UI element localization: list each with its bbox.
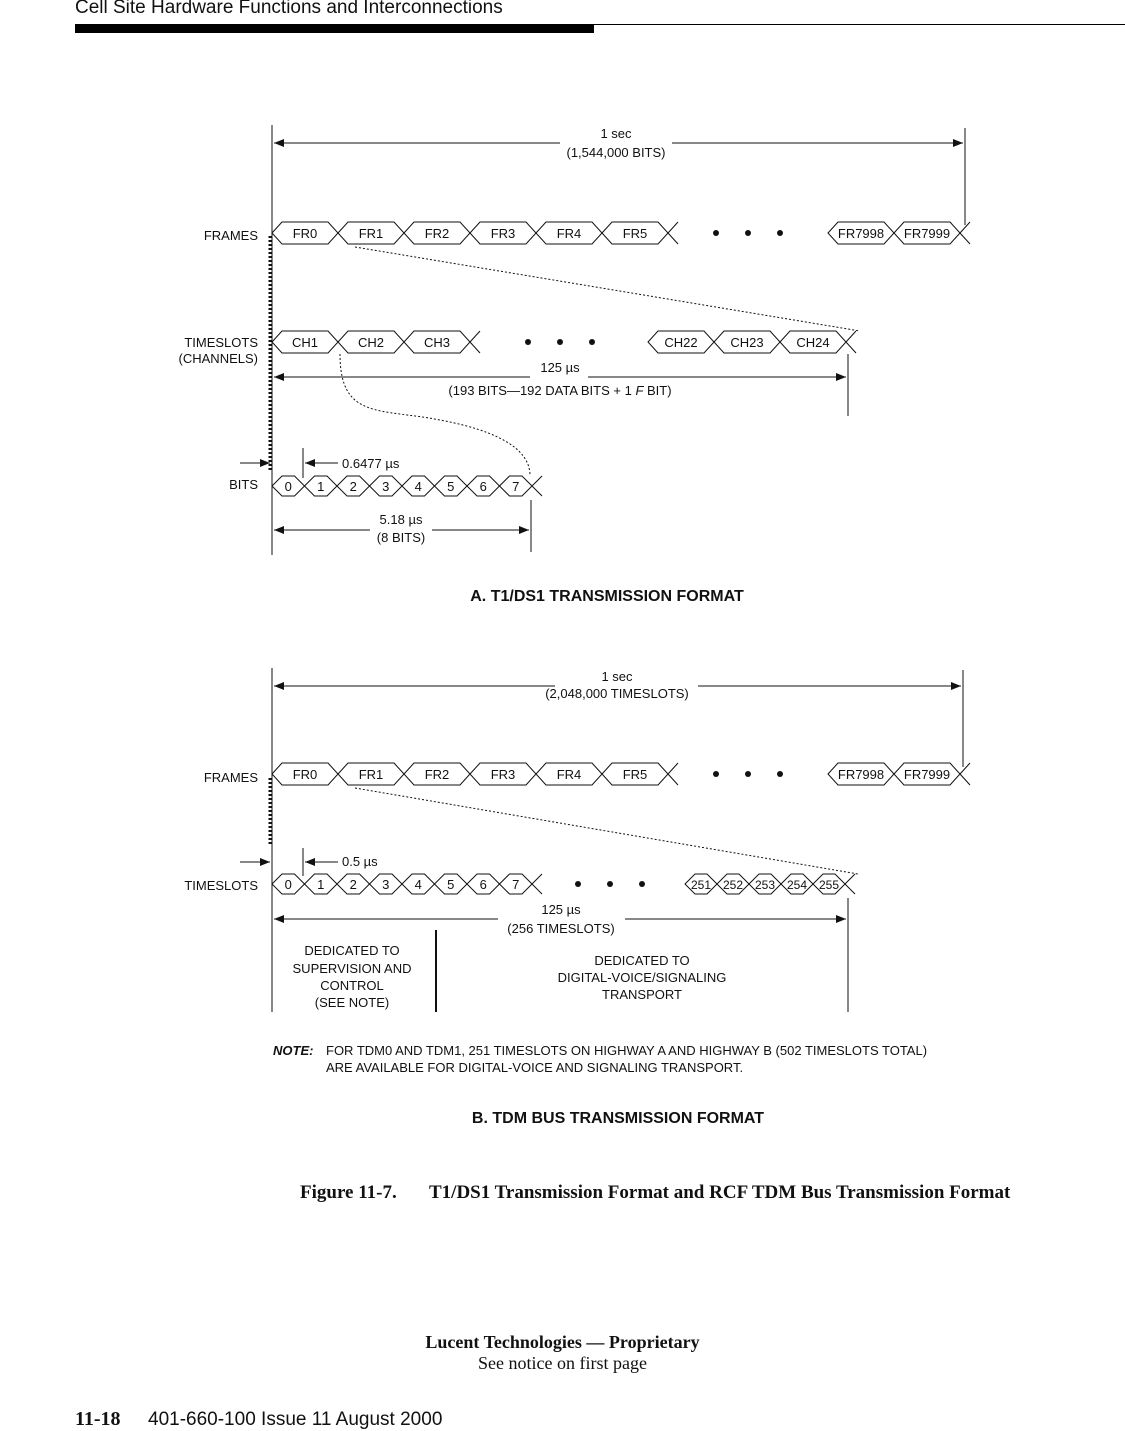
b-slot-label: 251 [690, 878, 712, 892]
b-timeslots-label: TIMESLOTS [184, 878, 258, 893]
a-channel-label: CH23 [730, 335, 764, 350]
a-frame-label: FR5 [622, 226, 648, 241]
b-frame-label: FR3 [490, 767, 516, 782]
a-channel-tail [470, 331, 480, 353]
a-frame-span-label: 125 µs [540, 360, 580, 375]
a-span-sublabel: (1,544,000 BITS) [566, 145, 666, 160]
document-id: 401-660-100 Issue 11 August 2000 [148, 1409, 443, 1430]
a-bit-label: 4 [414, 479, 422, 494]
b-voice-text: DIGITAL-VOICE/SIGNALING [557, 970, 727, 985]
b-slot-label: 3 [382, 877, 390, 892]
b-frame-label: FR2 [424, 767, 450, 782]
b-slots-ellipsis-dot [607, 881, 613, 887]
a-timeslots-label: TIMESLOTS [184, 335, 258, 350]
a-bit-label: 6 [479, 479, 487, 494]
b-diagram-title: B. TDM BUS TRANSMISSION FORMAT [471, 1110, 765, 1127]
a-frames-ellipsis-dot [745, 230, 751, 236]
a-frame-label: FR7998 [837, 226, 885, 241]
figure-title: T1/DS1 Transmission Format and RCF TDM Bus Transmission Format [429, 1182, 1011, 1203]
b-control-text: CONTROL [320, 978, 384, 993]
page-number: 11-18 [75, 1408, 121, 1430]
a-bit-tail [532, 476, 542, 496]
a-frame-label: FR2 [424, 226, 450, 241]
b-slot-label: 253 [754, 878, 776, 892]
b-frame-tail [668, 763, 678, 785]
footer-company: Lucent Technologies — Proprietary [425, 1332, 700, 1352]
a-bit-label: 7 [512, 479, 520, 494]
a-channel-label: CH1 [291, 335, 319, 350]
b-slots-ellipsis-dot [575, 881, 581, 887]
a-bit-label: 1 [317, 479, 325, 494]
b-timeslots-row [272, 874, 855, 894]
b-slots-ellipsis-dot [639, 881, 645, 887]
footer-notice: See notice on first page [478, 1353, 647, 1373]
a-bit-label: 3 [382, 479, 390, 494]
b-control-text: (SEE NOTE) [314, 995, 390, 1010]
b-note-line: ARE AVAILABLE FOR DIGITAL-VOICE AND SIGNALING TRANSPORT. [326, 1060, 744, 1075]
b-slot-label: 4 [414, 877, 422, 892]
b-frames-row [272, 763, 970, 785]
a-span-label: 1 sec [600, 126, 632, 141]
b-note-label: NOTE: [273, 1043, 314, 1058]
b-frame-span-label: 125 µs [541, 902, 581, 917]
b-frame-label: FR7998 [837, 767, 885, 782]
b-frames-label: FRAMES [203, 770, 258, 785]
a-diagram-title: A. T1/DS1 TRANSMISSION FORMAT [470, 588, 744, 605]
b-frame-label: FR7999 [903, 767, 951, 782]
b-voice-text: TRANSPORT [602, 987, 682, 1002]
a-channel-span-label: 5.18 µs [379, 512, 423, 527]
b-zoom-line-right [355, 788, 858, 874]
a-frame-label: FR0 [292, 226, 318, 241]
b-frame-tail [960, 763, 970, 785]
a-channel-label: CH2 [357, 335, 385, 350]
a-frame-label: FR4 [556, 226, 582, 241]
b-frames-ellipsis-dot [713, 771, 719, 777]
b-frame-label: FR4 [556, 767, 582, 782]
a-bit-label: 0 [284, 479, 292, 494]
a-frames-ellipsis-dot [777, 230, 783, 236]
b-slot-label: 1 [317, 877, 325, 892]
a-frame-label: FR1 [358, 226, 384, 241]
a-frames-ellipsis-dot [713, 230, 719, 236]
a-frame-label: FR7999 [903, 226, 951, 241]
b-slot-label: 0 [284, 877, 292, 892]
a-zoom-line-right [355, 247, 860, 331]
b-voice-text: DEDICATED TO [594, 953, 690, 968]
a-channel-label: CH3 [423, 335, 451, 350]
b-span-label: 1 sec [601, 669, 633, 684]
a-bit-label: 2 [349, 479, 357, 494]
diagram-a [179, 125, 970, 605]
b-slot-label: 252 [722, 878, 744, 892]
a-frame-label: FR3 [490, 226, 516, 241]
b-span-sublabel: (2,048,000 TIMESLOTS) [545, 686, 689, 701]
b-frames-ellipsis-dot [745, 771, 751, 777]
a-frames-label: FRAMES [203, 228, 258, 243]
figure-number: Figure 11-7. [300, 1182, 397, 1203]
a-channels-ellipsis-dot [589, 339, 595, 345]
b-slot-tail [845, 874, 855, 894]
b-slot-label: 2 [349, 877, 357, 892]
a-channels-ellipsis-dot [525, 339, 531, 345]
b-frames-ellipsis-dot [777, 771, 783, 777]
b-slot-label: 255 [818, 878, 840, 892]
b-slot-label: 5 [447, 877, 455, 892]
b-slot-time-label: 0.5 µs [342, 854, 378, 869]
a-channels-label: (CHANNELS) [178, 351, 258, 366]
a-frame-tail [960, 222, 970, 244]
a-bits-label: BITS [229, 477, 258, 492]
b-frame-label: FR1 [358, 767, 384, 782]
b-control-text: DEDICATED TO [304, 943, 400, 958]
b-slot-label: 6 [479, 877, 487, 892]
a-bit-time-label: 0.6477 µs [342, 456, 400, 471]
b-frame-label: FR5 [622, 767, 648, 782]
a-channel-label: CH24 [796, 335, 830, 350]
b-slot-label: 254 [786, 878, 808, 892]
a-channels-ellipsis-dot [557, 339, 563, 345]
a-bits-row [272, 476, 542, 496]
a-channel-span-sublabel: (8 BITS) [376, 530, 426, 545]
a-channel-tail [846, 331, 856, 353]
a-frame-tail [668, 222, 678, 244]
diagram-b [184, 668, 970, 1127]
a-channel-label: CH22 [664, 335, 698, 350]
a-channels-row [272, 331, 856, 353]
b-slot-label: 7 [512, 877, 520, 892]
a-frames-row [272, 222, 970, 244]
running-header: Cell Site Hardware Functions and Interconnections [75, 0, 503, 18]
b-control-text: SUPERVISION AND [292, 961, 412, 976]
b-frame-span-sublabel: (256 TIMESLOTS) [507, 921, 615, 936]
a-bit-label: 5 [447, 479, 455, 494]
b-note-line: FOR TDM0 AND TDM1, 251 TIMESLOTS ON HIGHWAY A AND HIGHWAY B (502 TIMESLOTS TOTAL) [326, 1043, 928, 1058]
a-frame-span-detail: (193 BITS—192 DATA BITS + 1 F BIT) [448, 383, 672, 398]
b-slot-tail [532, 874, 542, 894]
b-frame-label: FR0 [292, 767, 318, 782]
